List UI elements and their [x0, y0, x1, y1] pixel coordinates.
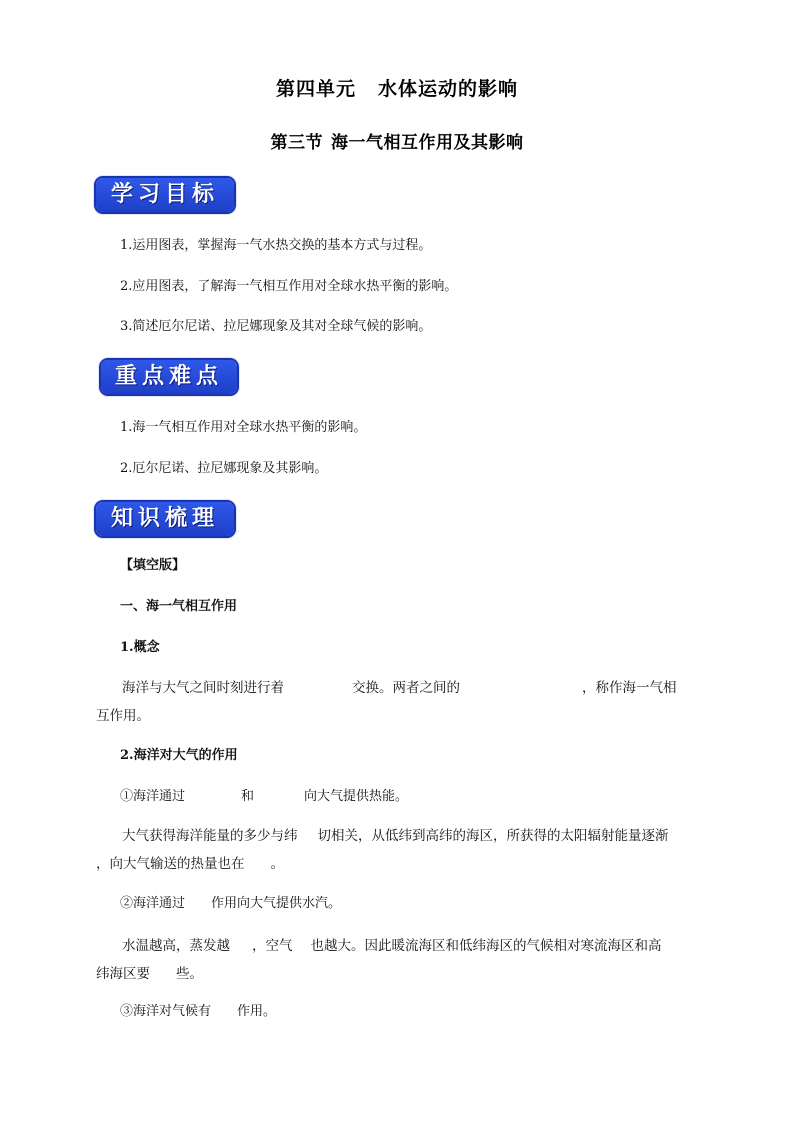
objective-item: 2.应用图表，了解海一气相互作用对全球水热平衡的影响。	[120, 279, 458, 294]
key-point-item: 2.厄尔尼诺、拉尼娜现象及其影响。	[120, 461, 328, 476]
section-heading: 一、海一气相互作用	[120, 599, 238, 614]
knowledge-badge: 知识梳理	[96, 502, 234, 536]
key-point-item: 1.海一气相互作用对全球水热平衡的影响。	[120, 420, 367, 435]
unit-topic: 水体运动的影响	[378, 78, 519, 100]
objectives-badge: 学习目标	[96, 178, 234, 212]
subsection-heading: 1.概念	[120, 640, 160, 655]
objective-item: 1.运用图表，掌握海一气水热交换的基本方式与过程。	[120, 238, 432, 253]
key-points-badge: 重点难点	[101, 360, 237, 394]
version-tag: 【填空版】	[120, 558, 186, 573]
unit-label: 第四单元	[275, 78, 356, 100]
unit-title	[0, 74, 794, 101]
section-topic: 海一气相互作用及其影响	[331, 133, 524, 153]
section-title	[0, 128, 794, 153]
fill-line: ②海洋通过 作用向大气提供水汽。	[120, 896, 342, 911]
subsection-heading: 2.海洋对大气的作用	[120, 748, 238, 763]
concept-paragraph: 海洋与大气之间时刻进行着 交换。两者之间的 ，称作海一气相 互作用。	[96, 680, 677, 724]
fill-line: ①海洋通过 和 向大气提供热能。	[120, 789, 409, 804]
objective-item: 3.简述厄尔尼诺、拉尼娜现象及其对全球气候的影响。	[120, 319, 432, 334]
section-label: 第三节	[270, 133, 323, 153]
fill-line: ③海洋对气候有 作用。	[120, 1004, 277, 1019]
fill-paragraph: 水温越高，蒸发越 ，空气 也越大。因此暖流海区和低纬海区的气候相对寒流海区和高 纬海区要 些。	[96, 938, 662, 982]
fill-paragraph: 大气获得海洋能量的多少与纬 切相关，从低纬到高纬的海区，所获得的太阳辐射能量逐渐 ，向大气输送的热量也在 。	[96, 828, 669, 872]
